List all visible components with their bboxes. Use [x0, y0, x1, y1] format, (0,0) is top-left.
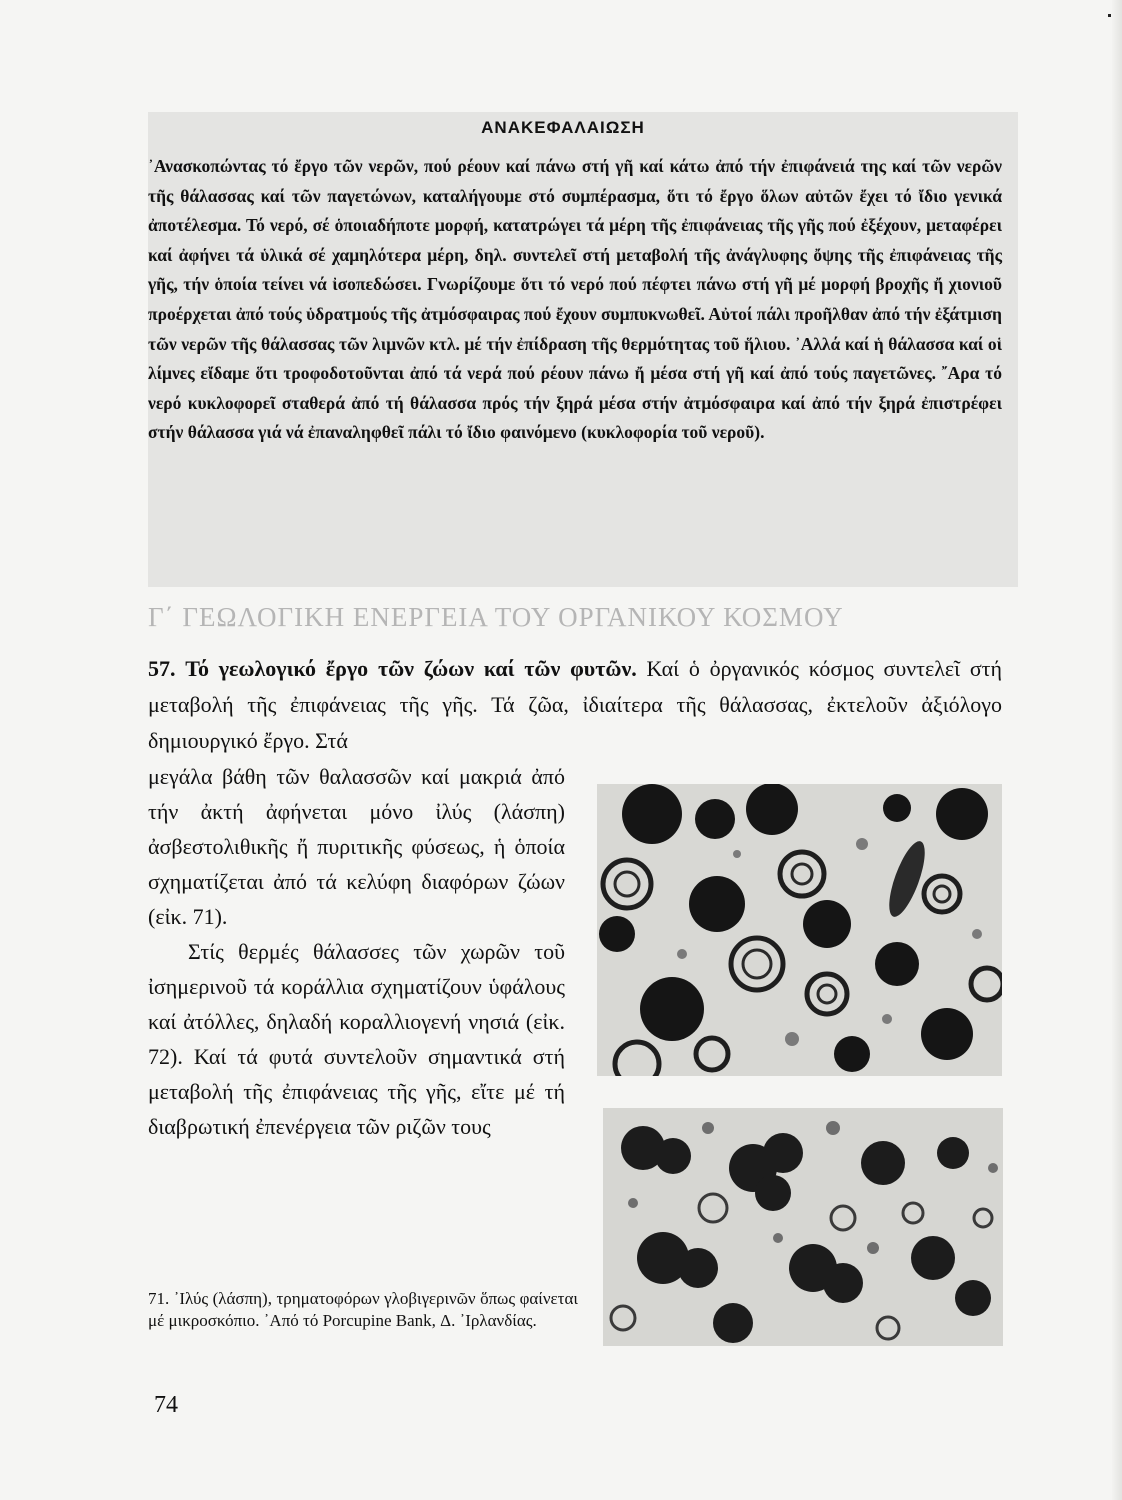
- section-intro-paragraph: [148, 651, 1002, 759]
- section-heading: Γ΄ ΓΕΩΛΟΓΙΚΗ ΕΝΕΡΓΕΙΑ ΤΟΥ ΟΡΓΑΝΙΚΟΥ ΚΟΣΜΟΥ: [148, 602, 844, 632]
- figure-71-micrograph: [597, 784, 1002, 1076]
- figure-caption: 71. ᾿Ιλύς (λάσπη), τρηματοφόρων γλοβιγερινῶν ὅπως φαίνεται μέ μικροσκόπιο. ᾿Από τό Porcupine Bank, Δ. ᾿Ιρλανδίας.: [148, 1289, 578, 1330]
- figure-72-micrograph: [603, 1108, 1003, 1346]
- column-paragraph-2: Στίς θερμές θάλασσες τῶν χωρῶν τοῦ ἰσημερινοῦ τά κοράλλια σχηματίζουν ὑφάλους καί ἀτόλλες, δηλαδή κοραλλιογενή νησιά (εἰκ. 72). Καί τά φυτά συντελοῦν σημαντικά στή μεταβολή τῆς ἐπιφάνειας τῆς γῆς, εἴτε μέ τή διαβρωτική ἐπενέργεια τῶν ριζῶν τους: [148, 939, 565, 1139]
- section-number: 57.: [148, 656, 176, 681]
- summary-text: ᾿Ανασκοπώντας τό ἔργο τῶν νερῶν, πού ρέουν καί πάνω στή γῆ καί κάτω ἀπό τήν ἐπιφάνειά της καί τῶν νερῶν τῆς θάλασσας καί τῶν παγετώνων, καταλήγουμε στό συμπέρασμα, ὅτι τό ἔργο ὅλων αὐτῶν ἔχει τό ἴδιο γενικά ἀποτέλεσμα. Τό νερό, σέ ὁποιαδήποτε μορφή, κατατρώγει τά μέρη τῆς ἐπιφάνειας τῆς γῆς πού ἐξέχουν, μεταφέρει καί ἀφήνει τά ὑλικά σέ χαμηλότερα μέρη, δηλ. συντελεῖ στή μεταβολή τῆς ἀνάγλυφης ὄψης τῆς ἐπιφάνειας τῆς γῆς, τήν ὁποία τείνει νά ἰσοπεδώσει. Γνωρίζουμε ὅτι τό νερό πού πέφτει πάνω στή γῆ μέ μορφή βροχῆς ἤ χιονιοῦ προέρχεται ἀπό τούς ὑδρατμούς τῆς ἀτμόσφαιρας πού ἔχουν συμπυκνωθεῖ. Αὐτοί πάλι προῆλθαν ἀπό τήν ἐξάτμιση τῶν νερῶν τῆς θάλασσας τῶν λιμνῶν κτλ. μέ τήν ἐπίδραση τῆς θερμότητας τοῦ ἥλιου. ᾿Αλλά καί ἡ θάλασσα καί οἱ λίμνες εἴδαμε ὅτι τροφοδοτοῦνται ἀπό τά νερά πού ρέουν πάνω ἤ μέσα στή γῆ καί ἀπό τούς παγετῶνες. ῎Αρα τό νερό κυκλοφορεῖ σταθερά ἀπό τή θάλασσα πρός τήν ξηρά μέσα στήν ἀτμόσφαιρα καί ἀπό τήν ξηρά ἐπιστρέφει στήν θάλασσα γιά νά ἐπαναληφθεῖ πάλι τό ἴδιο φαινόμενο (κυκλοφορία τοῦ νεροῦ).: [148, 156, 1002, 443]
- column-text: [148, 759, 565, 1144]
- scan-mark: [1108, 14, 1111, 17]
- section-intro-text: Καί ὁ ὀργανικός κόσμος συντελεῖ στή μεταβολή τῆς ἐπιφάνειας τῆς γῆς. Τά ζῶα, ἰδιαίτερα τῆς θάλασσας, ἐκτελοῦν ἀξιόλογο δημιουργικό ἔργο. Στά: [148, 656, 1003, 753]
- page-number: 74: [154, 1392, 178, 1418]
- section-title: Τό γεωλογικό ἔργο τῶν ζώων καί τῶν φυτῶν.: [185, 656, 637, 681]
- summary-title: ΑΝΑΚΕΦΑΛΑΙΩΣΗ: [481, 118, 645, 137]
- column-paragraph-1: μεγάλα βάθη τῶν θαλασσῶν καί μακριά ἀπό τήν ἀκτή ἀφήνεται μόνο ἰλύς (λάσπη) ἀσβεστολιθικῆς ἤ πυριτικῆς φύσεως, ἡ ὁποία σχηματίζεται ἀπό τά κελύφη διαφόρων ζώων (εἰκ. 71).: [148, 764, 565, 929]
- scan-edge: [1112, 0, 1122, 1500]
